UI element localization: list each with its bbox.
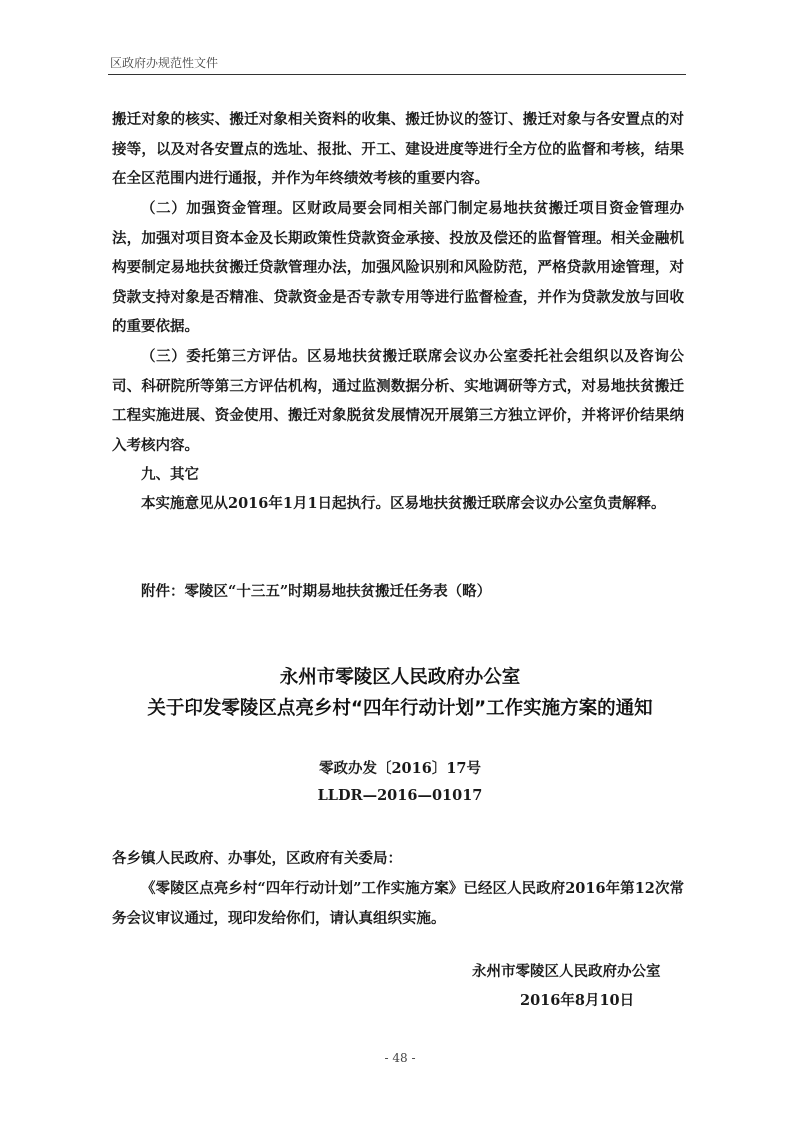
notice-content: 《零陵区点亮乡村“四年行动计划”工作实施方案》已经区人民政府2016年第12次常务会议审议通过，现印发给你们，请认真组织实施。: [112, 880, 684, 927]
document-number: 零政办发〔2016〕17号: [318, 760, 482, 777]
header-title: 区政府办规范性文件: [110, 56, 219, 70]
paragraph-supervision: 搬迁对象的核实、搬迁对象相关资料的收集、搬迁协议的签订、搬迁对象与各安置点的对接等，以及对各安置点的选址、报批、开工、建设进度等进行全方位的监督和考核，结果在全区范围内进行通报，并作为年终绩效考核的重要内容。: [112, 111, 684, 187]
salutation: 各乡镇人民政府、办事处，区政府有关委局：: [112, 850, 402, 867]
paragraph-fund-management: （二）加强资金管理。区财政局要会同相关部门制定易地扶贫搬迁项目资金管理办法，加强对项目资本金及长期政策性贷款资金承接、投放及偿还的监督管理。相关金融机构要制定易地扶贫搬迁贷款管理办法，加强风险识别和风险防范，严格贷款用途管理，对贷款支持对象是否精准、贷款资金是否专款专用等进行监督检查，并作为贷款发放与回收的重要依据。: [112, 200, 684, 335]
signature-date: 2016年8月10日: [520, 992, 635, 1009]
notice-title-issuer: 永州市零陵区人民政府办公室: [279, 667, 521, 688]
signature-office: 永州市零陵区人民政府办公室: [472, 963, 661, 980]
paragraph-effective-date: 本实施意见从2016年1月1日起执行。区易地扶贫搬迁联席会议办公室负责解释。: [141, 495, 666, 512]
page-header: [108, 52, 686, 75]
notice-title-subject: 关于印发零陵区点亮乡村“四年行动计划”工作实施方案的通知: [147, 698, 653, 719]
section-heading-other: 九、其它: [141, 466, 199, 483]
registration-number: LLDR—2016—01017: [317, 787, 483, 804]
attachment-note: 附件：零陵区“十三五”时期易地扶贫搬迁任务表（略）: [141, 583, 492, 600]
paragraph-third-party-evaluation: （三）委托第三方评估。区易地扶贫搬迁联席会议办公室委托社会组织以及咨询公司、科研院所等第三方评估机构，通过监测数据分析、实地调研等方式，对易地扶贫搬迁工程实施进展、资金使用、搬迁对象脱贫发展情况开展第三方独立评价，并将评价结果纳入考核内容。: [112, 348, 684, 454]
page-number: - 48 -: [384, 1051, 416, 1065]
